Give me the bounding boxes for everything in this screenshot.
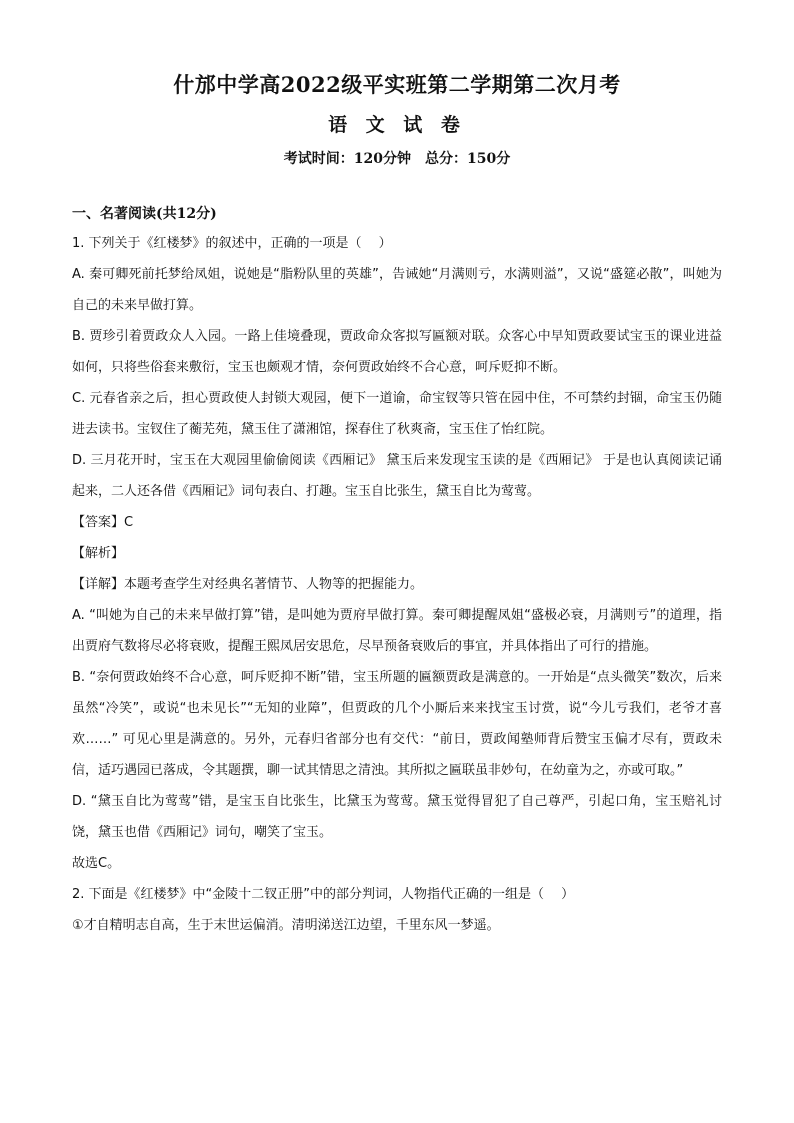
question-1-option-a: A. 秦可卿死前托梦给凤姐，说她是“脂粉队里的英雄”，告诫她“月满则亏，水满则溢”，又说“盛筵必散”，叫她为自己的未来早做打算。 (72, 267, 722, 313)
question-1-option-d: D. 三月花开时，宝玉在大观园里偷偷阅读《西厢记》 黛玉后来发现宝玉读的是《西厢记》 于是也认真阅读记诵起来，二人还各借《西厢记》词句表白、打趣。宝玉自比张生，黛玉自比为莺莺。 (72, 453, 722, 499)
question-1-conclusion: 故选C。 (72, 856, 121, 871)
exam-subtitle: 语 文 试 卷 (328, 114, 466, 136)
question-1-explanation-d: D. “黛玉自比为莺莺”错，是宝玉自比张生，比黛玉为莺莺。黛玉觉得冒犯了自己尊严，引起口角，宝玉赔礼讨饶，黛玉也借《西厢记》词句，嘲笑了宝玉。 (72, 794, 722, 840)
question-1-explanation-b: B. “奈何贾政始终不合心意，呵斥贬抑不断”错，宝玉所题的匾额贾政是满意的。一开始是“点头微笑”数次，后来虽然“冷笑”，或说“也未见长”“无知的业障”，但贾政的几个小厮后来来找宝玉讨赏，说“今儿亏我们，老爷才喜欢……” 可见心里是满意的。另外，元春归省部分也有交代：“前日，贾政闻塾师背后赞宝玉偏才尽有，贾政未信，适巧遇园已落成，令其题撰，聊一试其情思之清浊。其所拟之匾联虽非妙句，在幼童为之，亦或可取。” (72, 670, 722, 778)
question-1-answer: 【答案】C (72, 515, 134, 530)
exam-page (72, 70, 722, 941)
question-1-stem: 1. 下列关于《红楼梦》的叙述中，正确的一项是（ ） (72, 236, 392, 251)
section-heading: 一、名著阅读(共12分) (72, 206, 217, 222)
exam-title: 什邡中学高2022级平实班第二学期第二次月考 (173, 72, 621, 97)
question-1-explanation-a: A. “叫她为自己的未来早做打算”错，是叫她为贾府早做打算。秦可卿提醒凤姐“盛极必衰，月满则亏”的道理，指出贾府气数将尽必将衰败，提醒王熙凤居安思危，尽早预备衰败后的事宜，并具体指出了可行的措施。 (72, 608, 722, 654)
question-2-stem: 2. 下面是《红楼梦》中“金陵十二钗正册”中的部分判词，人物指代正确的一组是（ ） (72, 887, 575, 902)
question-1-option-c: C. 元春省亲之后，担心贾政使人封锁大观园，便下一道谕，命宝钗等只管在园中住，不可禁约封锢，命宝玉仍随进去读书。宝钗住了蘅芜苑，黛玉住了潇湘馆，探春住了秋爽斋，宝玉住了怡红院。 (72, 391, 722, 437)
question-1-detail: 【详解】本题考查学生对经典名著情节、人物等的把握能力。 (72, 577, 424, 592)
question-2-line-1: ①才自精明志自高，生于末世运偏消。清明涕送江边望，千里东风一梦遥。 (72, 918, 500, 933)
question-1-analysis-label: 【解析】 (72, 546, 125, 561)
question-1-option-b: B. 贾珍引着贾政众人入园。一路上佳境叠现，贾政命众客拟写匾额对联。众客心中早知贾政要试宝玉的课业进益如何，只将些俗套来敷衍，宝玉也颇观才情，奈何贾政始终不合心意，呵斥贬抑不断。 (72, 329, 722, 375)
exam-meta: 考试时间：120分钟 总分：150分 (283, 151, 511, 167)
